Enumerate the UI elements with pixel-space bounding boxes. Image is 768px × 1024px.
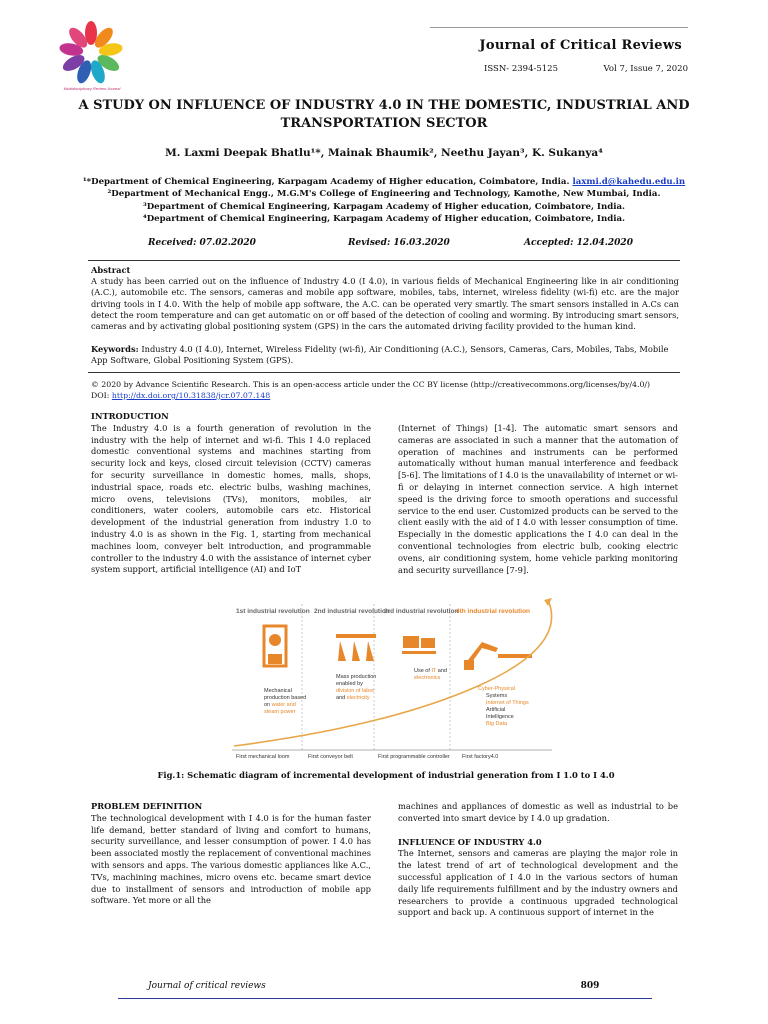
doi-link[interactable]: http://dx.doi.org/10.31838/jcr.07.07.148 — [111, 391, 271, 400]
affiliation-3: ³Department of Chemical Engineering, Karpagam Academy of Higher education, Coimbatore, India. — [142, 201, 626, 212]
license-text: © 2020 by Advance Scientific Research. This is an open-access article under the CC BY license (http://creativecommons.org/licenses/by/4.0/) — [91, 380, 651, 389]
loom-icon — [264, 626, 286, 666]
problem-text: The technological development with I 4.0 is for the human faster life demand, better standard of living and comfort to humans, security surveillance, and lesser consumption of power. I 4.0 has been associated mostly the replacement of conventional machines with sensors and apps. The various domestic appliances like A.C., TVs, machining machines, micro ovens etc. became smart device due to installment of sensors and introduction of mobile app software. Yet more or all the — [91, 812, 371, 906]
rev3-label: 3rd industrial revolution — [384, 608, 459, 615]
accepted-date: Accepted: 12.04.2020 — [524, 238, 633, 248]
header-rule — [430, 27, 688, 28]
influence-heading: INFLUENCE OF INDUSTRY 4.0 — [398, 836, 542, 847]
problem-definition-column — [91, 801, 371, 907]
computer-icon — [402, 636, 436, 654]
abstract-top-rule — [88, 260, 680, 261]
author-list: M. Laxmi Deepak Bhatlu¹*, Mainak Bhaumik², Neethu Jayan³, K. Sukanya⁴ — [165, 147, 603, 159]
milestone-2: First conveyor belt — [308, 754, 353, 760]
affiliation-1: ¹*Department of Chemical Engineering, Karpagam Academy of Higher education, Coimbatore, India. laxmi.d@kahedu.edu.in — [82, 177, 686, 187]
rev2-label: 2nd industrial revolution — [314, 608, 390, 615]
footer-journal: Journal of critical reviews — [148, 981, 266, 991]
svg-text:Cyber-Physical Systems: Cyber-Physical Systems Internet of Things Artificial Intelligence Big Data — [478, 686, 529, 727]
abstract-text: A study has been carried out on the influence of Industry 4.0 (I 4.0), in various fields of Mechanical Engineering like in air conditioning (A.C.), automobile etc. The sensors, cameras and mobile app software, mobiles, tabs, internet, wireless fidelity (wi-fi) etc. are the major driving tools in I 4.0. With the help of mobile app software, the A.C. can be operated very smartly. The smart sensors installed in A.Cs can detect the room temperature and can get automatic on or off based of the detection of cooling and worming. By introducing smart sensors, cameras and by activating global positioning system (GPS) in the cars the automated driving facility provided to the human kind. — [91, 276, 679, 332]
assembly-line-icon — [336, 634, 376, 661]
rev1-label: 1st industrial revolution — [236, 608, 310, 615]
introduction-left-column — [91, 411, 371, 576]
introduction-right-column: (Internet of Things) [1-4]. The automatic smart sensors and cameras are associated in such a manner that the automation of operation of machines and instruments can be performed automatically without human manual interference and feedback [5-6]. The limitations of I 4.0 is the unavailability of internet or wi-fi or delaying in internet connection service. A high internet speed is the driving force to smooth operations and successful service to the end user. Customized products can be served to the client easily with the aid of I 4.0 with lesser consumption of time. Especially in the domestic applications the I 4.0 can deal in the conventional technologies from electric bulb, cooking electric ovens, air conditioning system, home vehicle parking monitoring and security surveillance [7-9]. — [398, 423, 678, 575]
introduction-heading: INTRODUCTION — [91, 411, 169, 421]
affiliation-2: ²Department of Mechanical Engg., M.G.M's College of Engineering and Technology, Kamothe, New Mumbai, India. — [107, 189, 661, 200]
abstract — [91, 265, 679, 332]
influence-column — [398, 801, 678, 919]
page-number: 809 — [580, 981, 600, 991]
affiliation-4: ⁴Department of Chemical Engineering, Karpagam Academy of Higher education, Coimbatore, India. — [142, 213, 626, 224]
revised-date: Revised: 16.03.2020 — [348, 238, 450, 248]
milestone-1: First mechanical loom — [236, 754, 290, 760]
figure-1 — [228, 596, 556, 764]
desc1-line1: Mechanical — [264, 688, 292, 694]
keywords-bottom-rule — [88, 372, 680, 373]
received-date: Received: 07.02.2020 — [148, 238, 256, 248]
affiliations — [70, 176, 698, 225]
journal-logo — [52, 20, 130, 96]
problem-heading: PROBLEM DEFINITION — [91, 801, 203, 811]
issn: ISSN- 2394-5125 — [484, 64, 559, 74]
svg-text:Mechanical production ba: Mechanical production based on water and steam power — [264, 688, 307, 715]
abstract-heading: Abstract — [91, 265, 131, 275]
problem-continuation: machines and appliances of domestic as well as industrial to be converted into smart device by I 4.0 up gradation. — [398, 801, 678, 823]
logo-caption: Multidisciplinary Review Journal — [63, 86, 121, 91]
industrial-revolution-diagram — [228, 596, 556, 764]
volume-issue: Vol 7, Issue 7, 2020 — [603, 64, 688, 74]
milestone-4: First factory4.0 — [462, 754, 499, 760]
keywords-label: Keywords: — [91, 344, 139, 354]
figure-caption: Fig.1: Schematic diagram of incremental development of industrial generation from I 1.0 to I 4.0 — [157, 770, 615, 780]
svg-text:Use of IT and electronic: Use of IT and electronics — [414, 668, 447, 681]
introduction-text-left: The Industry 4.0 is a fourth generation of revolution in the industry with the help of internet and wi-fi. This I 4.0 replaced domestic conventional systems and machines starting from security lock and keys, closed circuit television (CCTV) cameras for security surveillance in domestic homes, malls, shops, industrial space, roads etc. electric bulbs, washing machines, micro ovens, televisions (TVs), monitors, mobiles, air conditioners, water coolers, automobile cars etc. Historical development of the industrial generation from industry 1.0 to industry 4.0 is as shown in the Fig. 1, starting from mechanical machines loom, conveyer belt introduction, and programmable controller to the industry 4.0 with the assistance of internet cyber system support, artificial intelligence (AI) and IoT — [91, 422, 371, 575]
doi-line: DOI: http://dx.doi.org/10.31838/jcr.07.07.148 — [91, 391, 271, 400]
author-email-link[interactable]: laxmi.d@kahedu.edu.in — [572, 177, 686, 187]
footer-rule — [118, 998, 652, 999]
keywords-text: Industry 4.0 (I 4.0), Internet, Wireless Fidelity (wi-fi), Air Conditioning (A.C.), Sensors, Cameras, Cars, Mobiles, Tabs, Mobile App Software, Global Positioning System (GPS). — [91, 344, 669, 366]
influence-text: The Internet, sensors and cameras are playing the major role in the latest trend of art of technological development and the successful application of I 4.0 in the various sectors of human daily life requirements fulfillment and by the industry owners and researchers to provide a continuous upgraded technological support and back up. A continuous support of internet in the — [398, 848, 678, 918]
flower-logo-icon — [52, 20, 130, 90]
milestone-3: First programmable controller — [378, 754, 450, 760]
license-block — [91, 379, 679, 401]
keywords — [91, 344, 679, 366]
svg-text:Mass production enabled: Mass production enabled by division of labor and electricity — [336, 674, 377, 701]
paper-title: A STUDY ON INFLUENCE OF INDUSTRY 4.0 IN THE DOMESTIC, INDUSTRIAL AND TRANSPORTATION SECTOR — [78, 98, 690, 131]
rev4-label: 4th industrial revolution — [456, 608, 531, 615]
journal-name: Journal of Critical Reviews — [479, 38, 682, 53]
robot-arm-icon — [464, 642, 532, 670]
